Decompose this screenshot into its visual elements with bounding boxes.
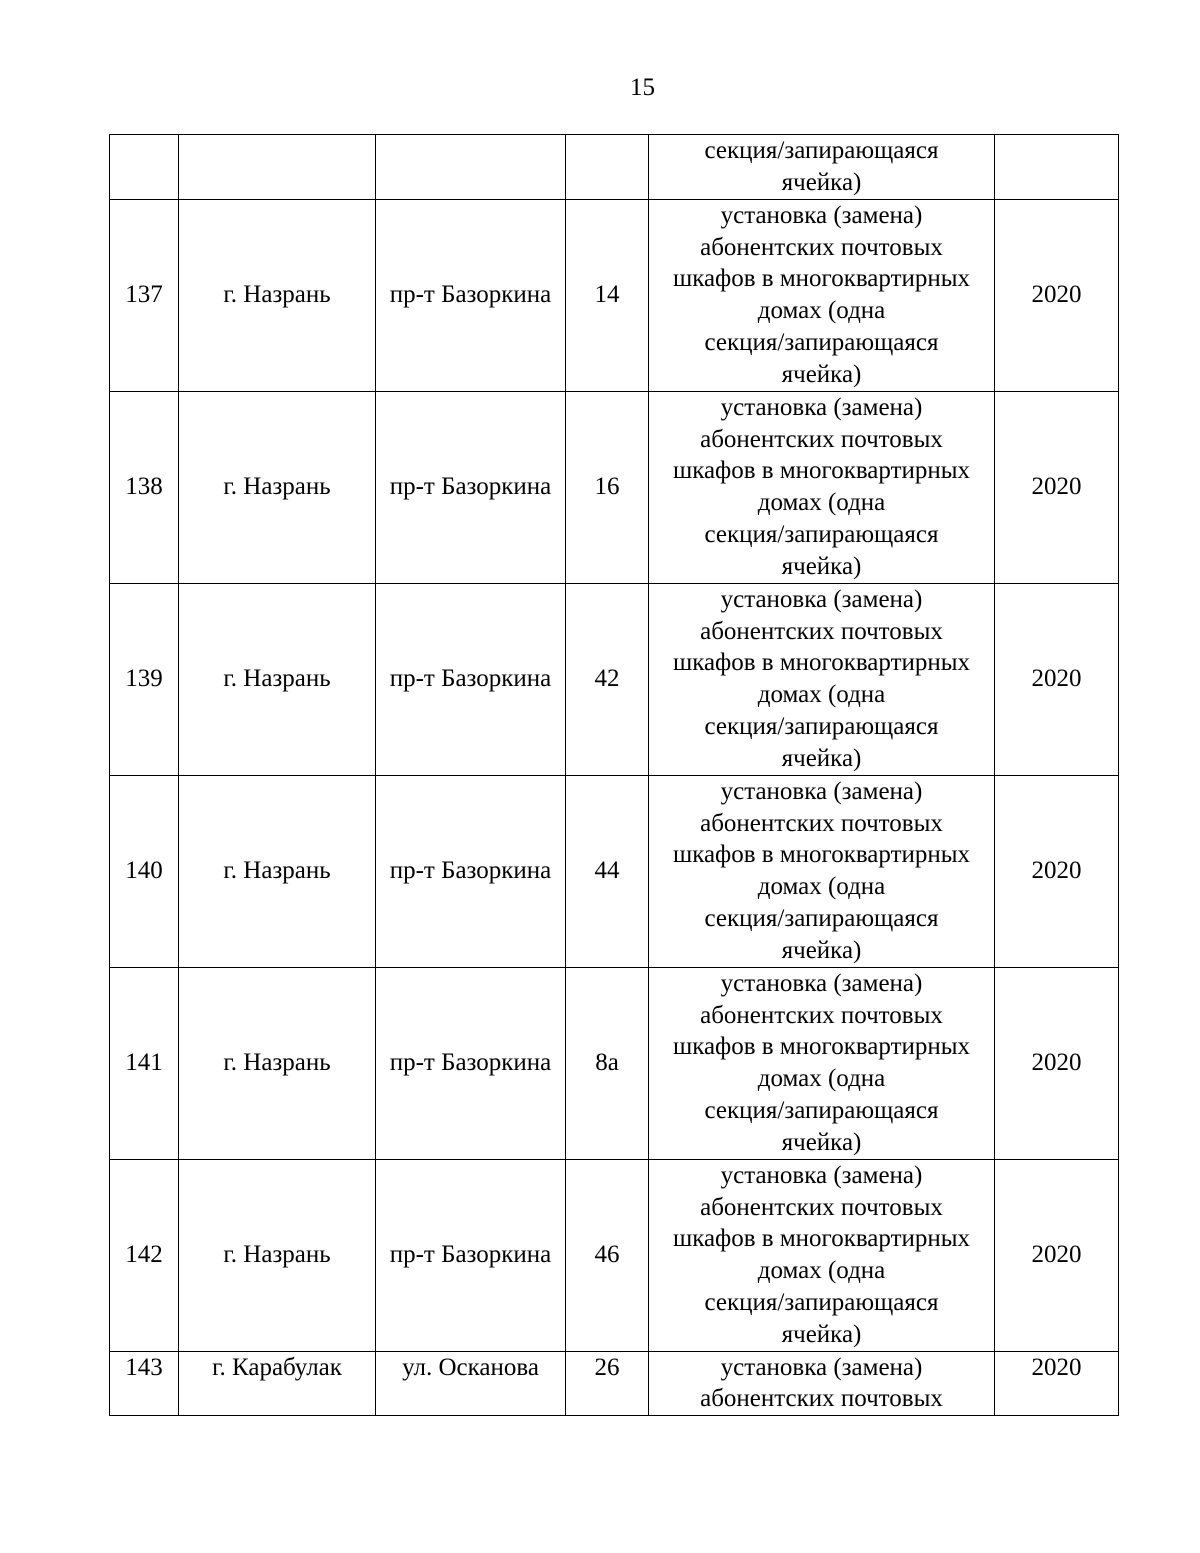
table-row <box>110 199 1119 391</box>
cell-year: 2020 <box>995 967 1119 1159</box>
cell-year: 2020 <box>995 583 1119 775</box>
description-line: домах (одна <box>757 873 886 901</box>
description-line: ячейка) <box>781 1128 862 1156</box>
description-line: абонентских почтовых <box>700 1193 943 1221</box>
description-line: установка (замена) <box>720 585 923 613</box>
cell-street: пр-т Базоркина <box>376 199 566 391</box>
cell-description <box>649 583 995 775</box>
description-line: установка (замена) <box>720 393 923 421</box>
table-row <box>110 1351 1119 1416</box>
cell-number: 141 <box>110 967 179 1159</box>
cell-city <box>179 135 376 200</box>
address-table <box>109 134 1119 1416</box>
cell-house: 14 <box>566 199 649 391</box>
description-line: установка (замена) <box>720 1161 923 1189</box>
cell-year: 2020 <box>995 391 1119 583</box>
cell-year: 2020 <box>995 775 1119 967</box>
cell-description <box>649 775 995 967</box>
cell-house: 46 <box>566 1159 649 1351</box>
description-line: ячейка) <box>781 552 862 580</box>
cell-number: 138 <box>110 391 179 583</box>
cell-city: г. Карабулак <box>179 1351 376 1416</box>
table-row-continued <box>110 135 1119 200</box>
table-row <box>110 391 1119 583</box>
description-line: абонентских почтовых <box>700 1385 943 1413</box>
table-row <box>110 775 1119 967</box>
cell-number: 139 <box>110 583 179 775</box>
cell-house: 44 <box>566 775 649 967</box>
description-line: шкафов в многоквартирных <box>672 841 971 869</box>
cell-street: пр-т Базоркина <box>376 583 566 775</box>
cell-number: 140 <box>110 775 179 967</box>
cell-description <box>649 135 995 200</box>
cell-city: г. Назрань <box>179 775 376 967</box>
cell-street: пр-т Базоркина <box>376 391 566 583</box>
description-line: секция/запирающаяся <box>704 1096 939 1124</box>
description-line: домах (одна <box>757 1065 886 1093</box>
cell-year: 2020 <box>995 199 1119 391</box>
cell-street: пр-т Базоркина <box>376 775 566 967</box>
cell-number <box>110 135 179 200</box>
cell-street: пр-т Базоркина <box>376 967 566 1159</box>
cell-city: г. Назрань <box>179 1159 376 1351</box>
description-line: домах (одна <box>757 489 886 517</box>
description-line: установка (замена) <box>720 1353 923 1381</box>
description-line: домах (одна <box>757 297 886 325</box>
cell-house: 26 <box>566 1351 649 1416</box>
description-line: установка (замена) <box>720 777 923 805</box>
description-line: установка (замена) <box>720 969 923 997</box>
description-line: шкафов в многоквартирных <box>672 1225 971 1253</box>
description-line: секция/запирающаяся <box>704 1288 939 1316</box>
cell-city: г. Назрань <box>179 391 376 583</box>
description-line: домах (одна <box>757 681 886 709</box>
description-line: абонентских почтовых <box>700 809 943 837</box>
table-row <box>110 583 1119 775</box>
cell-description <box>649 967 995 1159</box>
cell-house: 8а <box>566 967 649 1159</box>
description-line: секция/запирающаяся <box>704 328 939 356</box>
cell-year: 2020 <box>995 1159 1119 1351</box>
description-line: секция/запирающаяся <box>704 904 939 932</box>
cell-year <box>995 135 1119 200</box>
description-line: ячейка) <box>781 744 862 772</box>
description-line: шкафов в многоквартирных <box>672 649 971 677</box>
description-line: шкафов в многоквартирных <box>672 265 971 293</box>
cell-number: 142 <box>110 1159 179 1351</box>
cell-street: пр-т Базоркина <box>376 1159 566 1351</box>
description-line: абонентских почтовых <box>700 425 943 453</box>
cell-description <box>649 1159 995 1351</box>
cell-description <box>649 199 995 391</box>
description-line: установка (замена) <box>720 201 923 229</box>
description-line: секция/запирающаяся <box>704 520 939 548</box>
table-row <box>110 967 1119 1159</box>
cell-city: г. Назрань <box>179 199 376 391</box>
cell-house: 42 <box>566 583 649 775</box>
cell-description <box>649 1351 995 1416</box>
cell-number: 137 <box>110 199 179 391</box>
description-line: шкафов в многоквартирных <box>672 457 971 485</box>
cell-street: ул. Осканова <box>376 1351 566 1416</box>
cell-year: 2020 <box>995 1351 1119 1416</box>
cell-city: г. Назрань <box>179 967 376 1159</box>
description-line: ячейка) <box>781 936 862 964</box>
description-line: шкафов в многоквартирных <box>672 1033 971 1061</box>
description-line: ячейка) <box>781 168 862 196</box>
cell-house: 16 <box>566 391 649 583</box>
cell-number: 143 <box>110 1351 179 1416</box>
description-line: ячейка) <box>781 1320 862 1348</box>
description-line: абонентских почтовых <box>700 233 943 261</box>
table-row <box>110 1159 1119 1351</box>
description-line: ячейка) <box>781 360 862 388</box>
cell-description <box>649 391 995 583</box>
cell-house <box>566 135 649 200</box>
description-line: секция/запирающаяся <box>704 137 939 164</box>
page-number: 15 <box>630 74 655 101</box>
description-line: секция/запирающаяся <box>704 712 939 740</box>
description-line: абонентских почтовых <box>700 617 943 645</box>
description-line: домах (одна <box>757 1257 886 1285</box>
cell-street <box>376 135 566 200</box>
cell-city: г. Назрань <box>179 583 376 775</box>
description-line: абонентских почтовых <box>700 1001 943 1029</box>
